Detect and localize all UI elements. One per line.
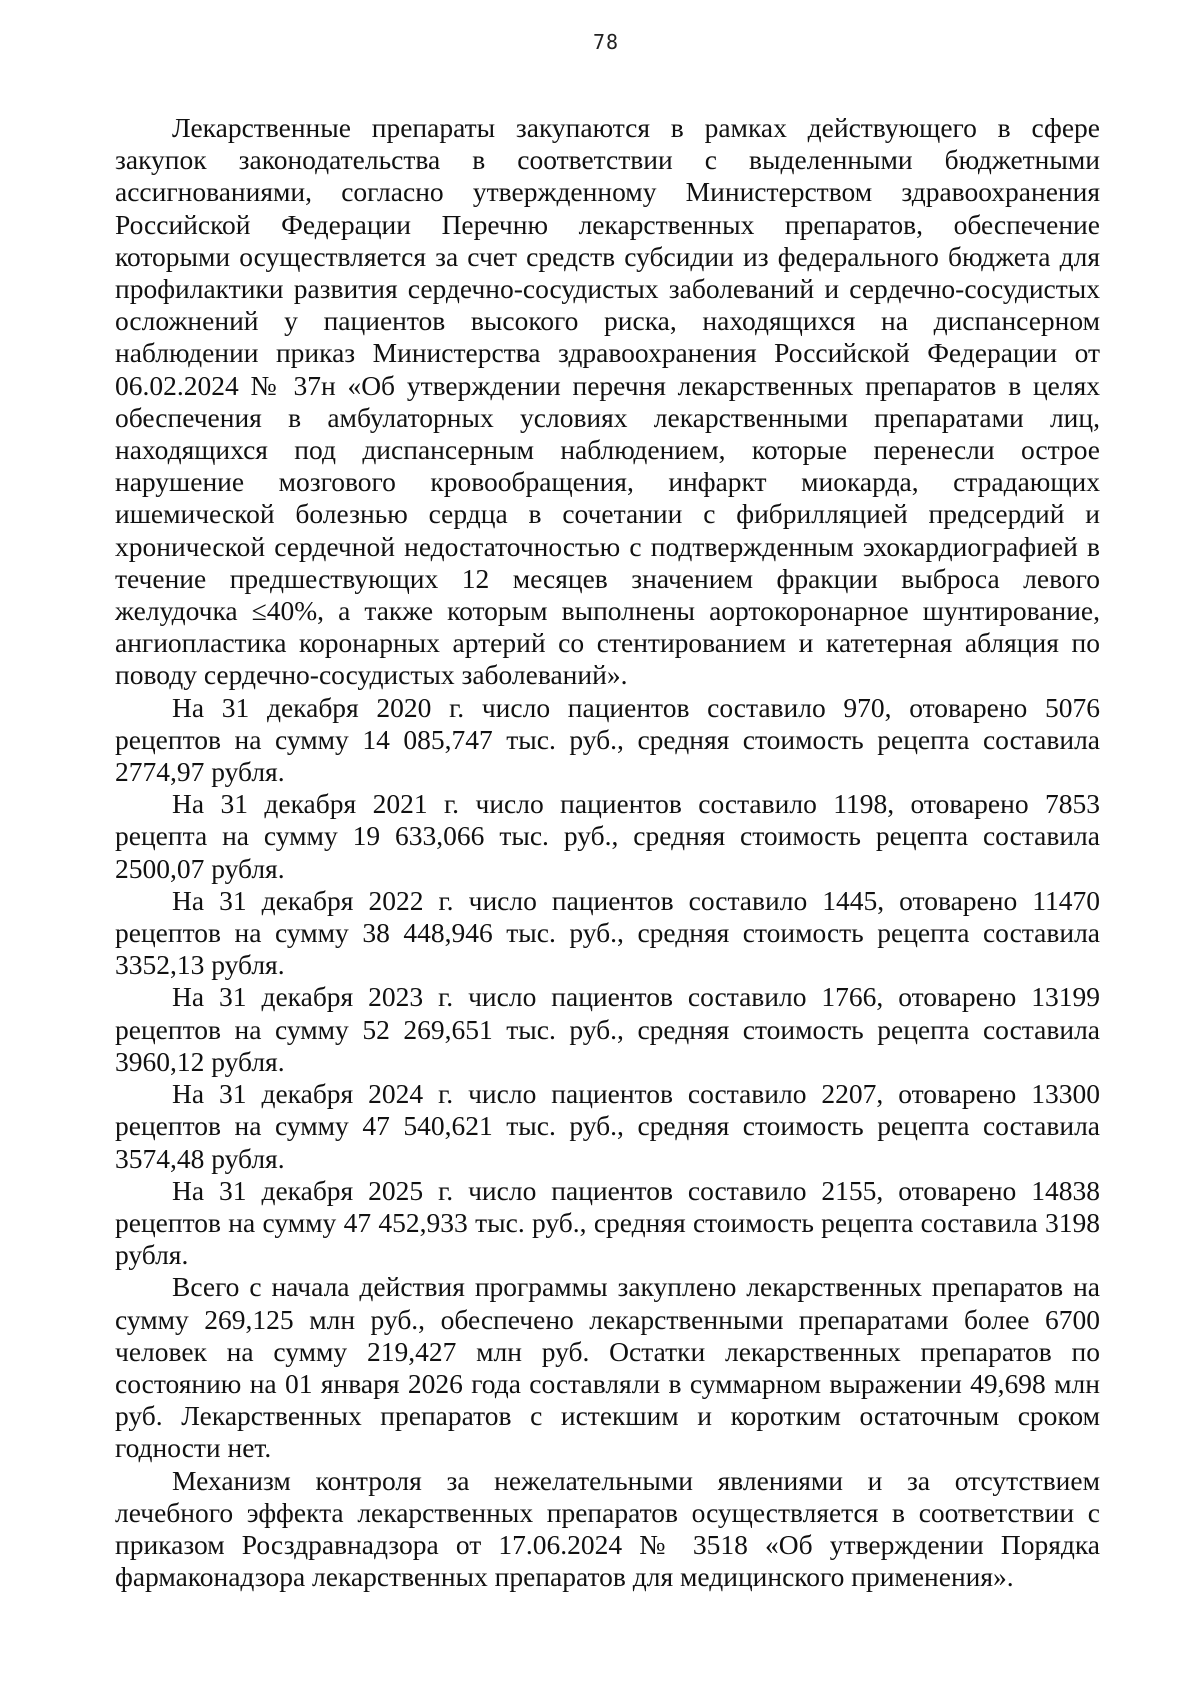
paragraph-drug-procurement: Лекарственные препараты закупаются в рамках действующего в сфере закупок законодательства в соответствии с выделенными бюджетными ассигнованиями, согласно утвержденному Министерством здравоохранения Российской Федерации Перечню лекарственных препаратов, обеспечение которыми осуществляется за счет средств субсидии из федерального бюджета для профилактики развития сердечно-сосудистых заболеваний и сердечно-сосудистых осложнений у пациентов высокого риска, находящихся на диспансерном наблюдении приказ Министерства здравоохранения Российской Федерации от 06.02.2024 № 37н «Об утверждении перечня лекарственных препаратов в целях обеспечения в амбулаторных условиях лекарственными препаратами лиц, находящихся под диспансерным наблюдением, которые перенесли острое нарушение мозгового кровообращения, инфаркт миокарда, страдающих ишемической болезнью сердца в сочетании с фибрилляцией предсердий и хронической сердечной недостаточностью с подтвержденным эхокардиографией в течение предшествующих 12 месяцев значением фракции выброса левого желудочка ≤40%, а также которым выполнены аортокоронарное шунтирование, ангиопластика коронарных артерий со стентированием и катетерная абляция по поводу сердечно-сосудистых заболеваний». [115, 112, 1100, 691]
document-body [115, 112, 1100, 1593]
paragraph-stats-2024: На 31 декабря 2024 г. число пациентов составило 2207, отоварено 13300 рецептов на сумму 47 540,621 тыс. руб., средняя стоимость рецепта составила 3574,48 рубля. [115, 1078, 1100, 1174]
paragraph-stats-2023: На 31 декабря 2023 г. число пациентов составило 1766, отоварено 13199 рецептов на сумму 52 269,651 тыс. руб., средняя стоимость рецепта составила 3960,12 рубля. [115, 981, 1100, 1077]
page-number: 78 [592, 30, 620, 54]
paragraph-stats-2021: На 31 декабря 2021 г. число пациентов составило 1198, отоварено 7853 рецепта на сумму 19 633,066 тыс. руб., средняя стоимость рецепта составила 2500,07 рубля. [115, 788, 1100, 884]
paragraph-stats-2022: На 31 декабря 2022 г. число пациентов составило 1445, отоварено 11470 рецептов на сумму 38 448,946 тыс. руб., средняя стоимость рецепта составила 3352,13 рубля. [115, 884, 1100, 981]
paragraph-stats-2025: На 31 декабря 2025 г. число пациентов составило 2155, отоварено 14838 рецептов на сумму 47 452,933 тыс. руб., средняя стоимость рецепта составила 3198 рубля. [115, 1174, 1100, 1271]
paragraph-program-totals: Всего с начала действия программы закуплено лекарственных препаратов на сумму 269,125 млн руб., обеспечено лекарственными препаратами более 6700 человек на сумму 219,427 млн руб. Остатки лекарственных препаратов по состоянию на 01 января 2026 года составляли в суммарном выражении 49,698 млн руб. Лекарственных препаратов с истекшим и коротким остаточным сроком годности нет. [115, 1271, 1100, 1464]
paragraph-pharmacovigilance: Механизм контроля за нежелательными явлениями и за отсутствием лечебного эффекта лекарственных препаратов осуществляется в соответствии с приказом Росздравнадзора от 17.06.2024 № 3518 «Об утверждении Порядка фармаконадзора лекарственных препаратов для медицинского применения». [115, 1464, 1100, 1593]
paragraph-stats-2020: На 31 декабря 2020 г. число пациентов составило 970, отоварено 5076 рецептов на сумму 14 085,747 тыс. руб., средняя стоимость рецепта составила 2774,97 рубля. [115, 691, 1100, 788]
